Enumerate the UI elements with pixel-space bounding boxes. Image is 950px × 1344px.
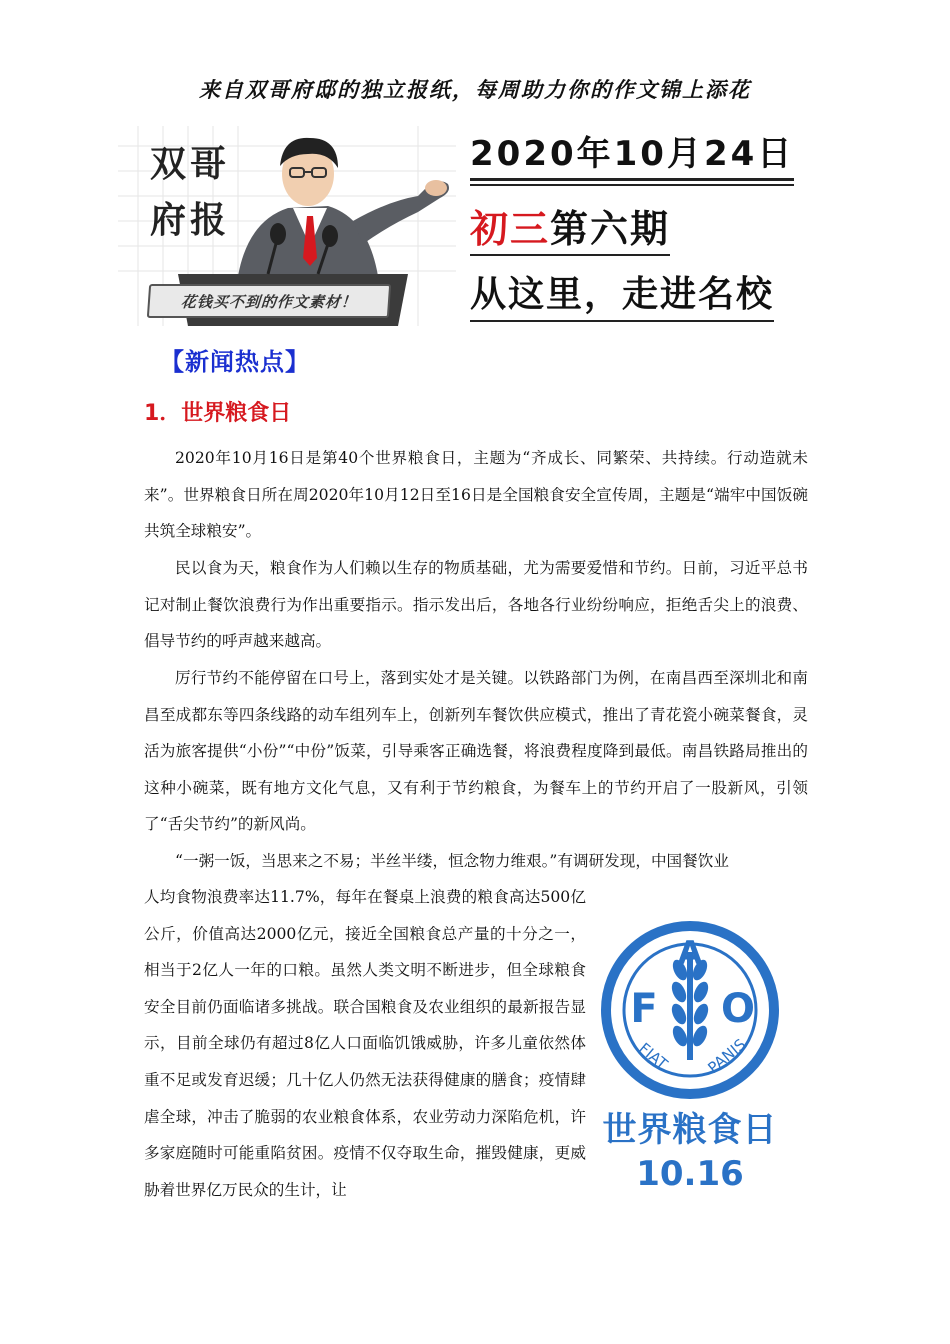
fao-letter-o: O — [720, 986, 756, 1032]
masthead-illustration — [118, 126, 456, 326]
article-paragraph-4-first-line: “一粥一饭，当思来之不易；半丝半缕，恒念物力维艰。”有调研发现，中国餐饮业 — [175, 852, 729, 870]
fao-motto-right: PANIS — [704, 1035, 750, 1078]
masthead-banner — [147, 284, 391, 318]
masthead-title-line2: 府报 — [150, 200, 231, 241]
article-paragraph-4-continued: 人均食物浪费率达11.7%，每年在餐桌上浪费的粮食高达500亿公斤，价值高达2000亿元，接近全国粮食总产量的十分之一，相当于2亿人一年的口粮。虽然人类文明不断进步，但全球粮食安全目前仍面临诸多挑战。联合国粮食及农业组织的最新报告显示，目前全球仍有超过8亿人口面临饥饿威胁，许多儿童依然体重不足或发育迟缓；几十亿人仍然无法获得健康的膳食；疫情肆虐全球，冲击了脆弱的农业粮食体系，农业劳动力深陷危机，许多家庭随时可能重陷贫困。疫情不仅夺取生命，摧毁健康，更威胁着世界亿万民众的生计，让 — [144, 888, 586, 1199]
article-paragraph-1: 2020年10月16日是第40个世界粮食日，主题为“齐成长、同繁荣、共持续。行动造就未来”。世界粮食日所在周2020年10月12日至16日是全国粮食安全宣传周，主题是“端牢中国饭碗共筑全球粮安”。 — [144, 449, 808, 541]
masthead-title-line1: 双哥 — [150, 144, 231, 185]
fao-letter-f: F — [630, 986, 658, 1032]
slogan: 从这里，走进名校 — [470, 270, 774, 322]
logo-date: 10.16 — [636, 1154, 744, 1194]
issue-date: 2020年10月24日 — [470, 132, 794, 181]
section-label: 【新闻热点】 — [160, 348, 310, 376]
article-subhead: 1．世界粮食日 — [144, 401, 292, 426]
fao-letter-a: A — [677, 934, 703, 972]
banner-text: 花钱买不到的作文素材！ — [180, 292, 358, 311]
issue-label — [470, 204, 670, 256]
fao-world-food-day-logo — [600, 910, 780, 1210]
article-paragraph-2: 民以食为天，粮食作为人们赖以生存的物质基础，尤为需要爱惜和节约。日前，习近平总书记对制止餐饮浪费行为作出重要指示。指示发出后，各地各行业纷纷响应，拒绝舌尖上的浪费、倡导节约的呼声越来越高。 — [144, 559, 808, 651]
issue-grade: 初三 — [470, 207, 551, 251]
fao-emblem — [600, 910, 780, 1110]
logo-caption: 世界粮食日 — [602, 1110, 778, 1150]
article-paragraph-3: 厉行节约不能停留在口号上，落到实处才是关键。以铁路部门为例，在南昌西至深圳北和南昌至成都东等四条线路的动车组列车上，创新列车餐饮供应模式，推出了青花瓷小碗菜餐食，灵活为旅客提供“小份”“中份”饭菜，引导乘客正确选餐，将浪费程度降到最低。南昌铁路局推出的这种小碗菜，既有地方文化气息，又有利于节约粮食，为餐车上的节约开启了一股新风，引领了“舌尖节约”的新风尚。 — [144, 669, 808, 834]
fao-motto-left: FIAT — [635, 1039, 671, 1074]
tagline: 来自双哥府邸的独立报纸，每周助力你的作文锦上添花 — [199, 78, 751, 102]
issue-number: 第六期 — [550, 207, 671, 251]
